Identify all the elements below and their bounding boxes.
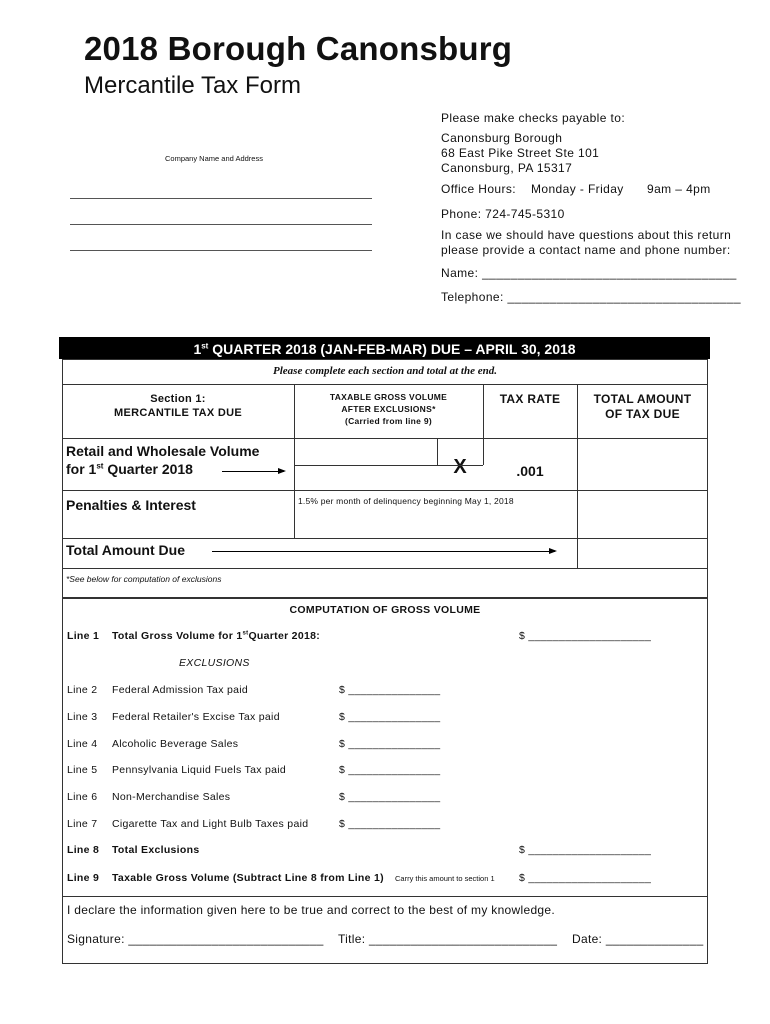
title-field[interactable]: Title: ___________________________ [338,932,558,946]
line5-number: Line 5 [67,764,98,776]
company-label: Company Name and Address [165,154,263,163]
line7-amount[interactable]: $ _______________ [339,818,441,830]
company-address-line-1[interactable] [70,198,372,199]
payee-phone: Phone: 724-745-5310 [441,207,565,221]
line4-number: Line 4 [67,738,98,750]
total-arrow-icon [212,551,555,552]
date-field[interactable]: Date: ______________ [572,932,704,946]
line9-amount[interactable]: $ ____________________ [519,872,652,884]
line7-number: Line 7 [67,818,98,830]
table-rule [62,490,708,491]
payee-street: 68 East Pike Street Ste 101 [441,146,600,160]
office-time: 9am – 4pm [647,182,711,196]
line2-description: Federal Admission Tax paid [112,684,249,696]
declaration-rule [62,896,708,897]
retail-arrow-icon [222,471,284,472]
line6-number: Line 6 [67,791,98,803]
payee-instruction: Please make checks payable to: [441,111,626,125]
question-line-1: In case we should have questions about this return [441,228,732,242]
line1-description [112,630,320,642]
payee-city: Canonsburg, PA 15317 [441,161,573,175]
line1-desc-sup: st [242,630,249,637]
penalties-note: 1.5% per month of delinquency beginning May 1, 2018 [298,496,514,506]
retail-sup: st [96,461,104,471]
col-total-1: TOTAL AMOUNT [593,392,692,406]
line5-description: Pennsylvania Liquid Fuels Tax paid [112,764,287,776]
line7-description: Cigarette Tax and Light Bulb Taxes paid [112,818,309,830]
retail-label-line1: Retail and Wholesale Volume [66,443,260,459]
section-title: Section 1: [150,393,206,405]
contact-telephone-field[interactable]: Telephone: _________________________________ [441,290,741,304]
quarter-text: QUARTER 2018 (JAN-FEB-MAR) DUE – APRIL 30, 2018 [208,341,576,357]
quarter-sup: st [201,341,209,351]
penalties-label: Penalties & Interest [66,497,196,513]
computation-title: COMPUTATION OF GROSS VOLUME [289,604,481,616]
section-subtitle: MERCANTILE TAX DUE [113,407,243,419]
line1-desc-pre: Total Gross Volume for 1 [112,630,243,642]
line1-desc-post: Quarter 2018: [248,630,321,642]
line4-description: Alcoholic Beverage Sales [112,738,239,750]
exclusions-label: EXCLUSIONS [179,657,250,669]
declaration-text: I declare the information given here to be true and correct to the best of my knowledge. [67,903,555,917]
line8-description: Total Exclusions [112,844,200,856]
total-due-input[interactable] [579,540,706,566]
office-hours-label: Office Hours: [441,182,517,196]
col-volume-3: (Carried from line 9) [344,416,433,426]
form-title: 2018 Borough Canonsburg [84,30,513,67]
tax-rate-value: .001 [516,463,544,479]
line2-amount[interactable]: $ _______________ [339,684,441,696]
line4-amount[interactable]: $ _______________ [339,738,441,750]
table-rule [62,568,708,569]
payee-name: Canonsburg Borough [441,131,563,145]
line3-description: Federal Retailer's Excise Tax paid [112,711,280,723]
col-rate: TAX RATE [499,392,561,406]
footnote: *See below for computation of exclusions [66,574,222,584]
line1-amount[interactable]: $ ____________________ [519,630,652,642]
office-days: Monday - Friday [531,182,624,196]
line8-amount[interactable]: $ ____________________ [519,844,652,856]
line9-description: Taxable Gross Volume (Subtract Line 8 from Line 1) [112,872,384,884]
line8-number: Line 8 [67,844,100,856]
table-rule [62,438,708,439]
contact-name-field[interactable]: Name: ____________________________________ [441,266,737,280]
penalties-input[interactable] [579,492,706,536]
line3-amount[interactable]: $ _______________ [339,711,441,723]
quarter-number: 1 [193,341,202,357]
retail-label-line2 [66,461,193,477]
retail-for: for 1 [66,461,97,477]
taxable-volume-input[interactable] [296,440,436,464]
line6-description: Non-Merchandise Sales [112,791,231,803]
line1-number: Line 1 [67,630,100,642]
tax-due-input[interactable] [579,440,706,488]
line9-note: Carry this amount to section 1 [395,874,495,883]
col-total-2: OF TAX DUE [605,407,680,421]
line3-number: Line 3 [67,711,98,723]
col-volume-1: TAXABLE GROSS VOLUME [329,392,448,402]
table-rule [62,538,708,539]
company-address-line-2[interactable] [70,224,372,225]
line5-amount[interactable]: $ _______________ [339,764,441,776]
line9-number: Line 9 [67,872,100,884]
multiply-sign: X [453,456,467,478]
form-subtitle: Mercantile Tax Form [84,72,301,99]
question-line-2: please provide a contact name and phone number: [441,243,731,257]
col-volume-2: AFTER EXCLUSIONS* [341,404,436,414]
table-rule [62,384,708,385]
quarter-instruction: Please complete each section and total at the end. [273,365,497,377]
company-address-line-3[interactable] [70,250,372,251]
line6-amount[interactable]: $ _______________ [339,791,441,803]
quarter-banner [59,337,710,359]
total-due-label: Total Amount Due [66,542,185,558]
signature-field[interactable]: Signature: ____________________________ [67,932,324,946]
retail-quarter: Quarter 2018 [103,461,193,477]
table-rule [294,465,483,466]
line2-number: Line 2 [67,684,98,696]
